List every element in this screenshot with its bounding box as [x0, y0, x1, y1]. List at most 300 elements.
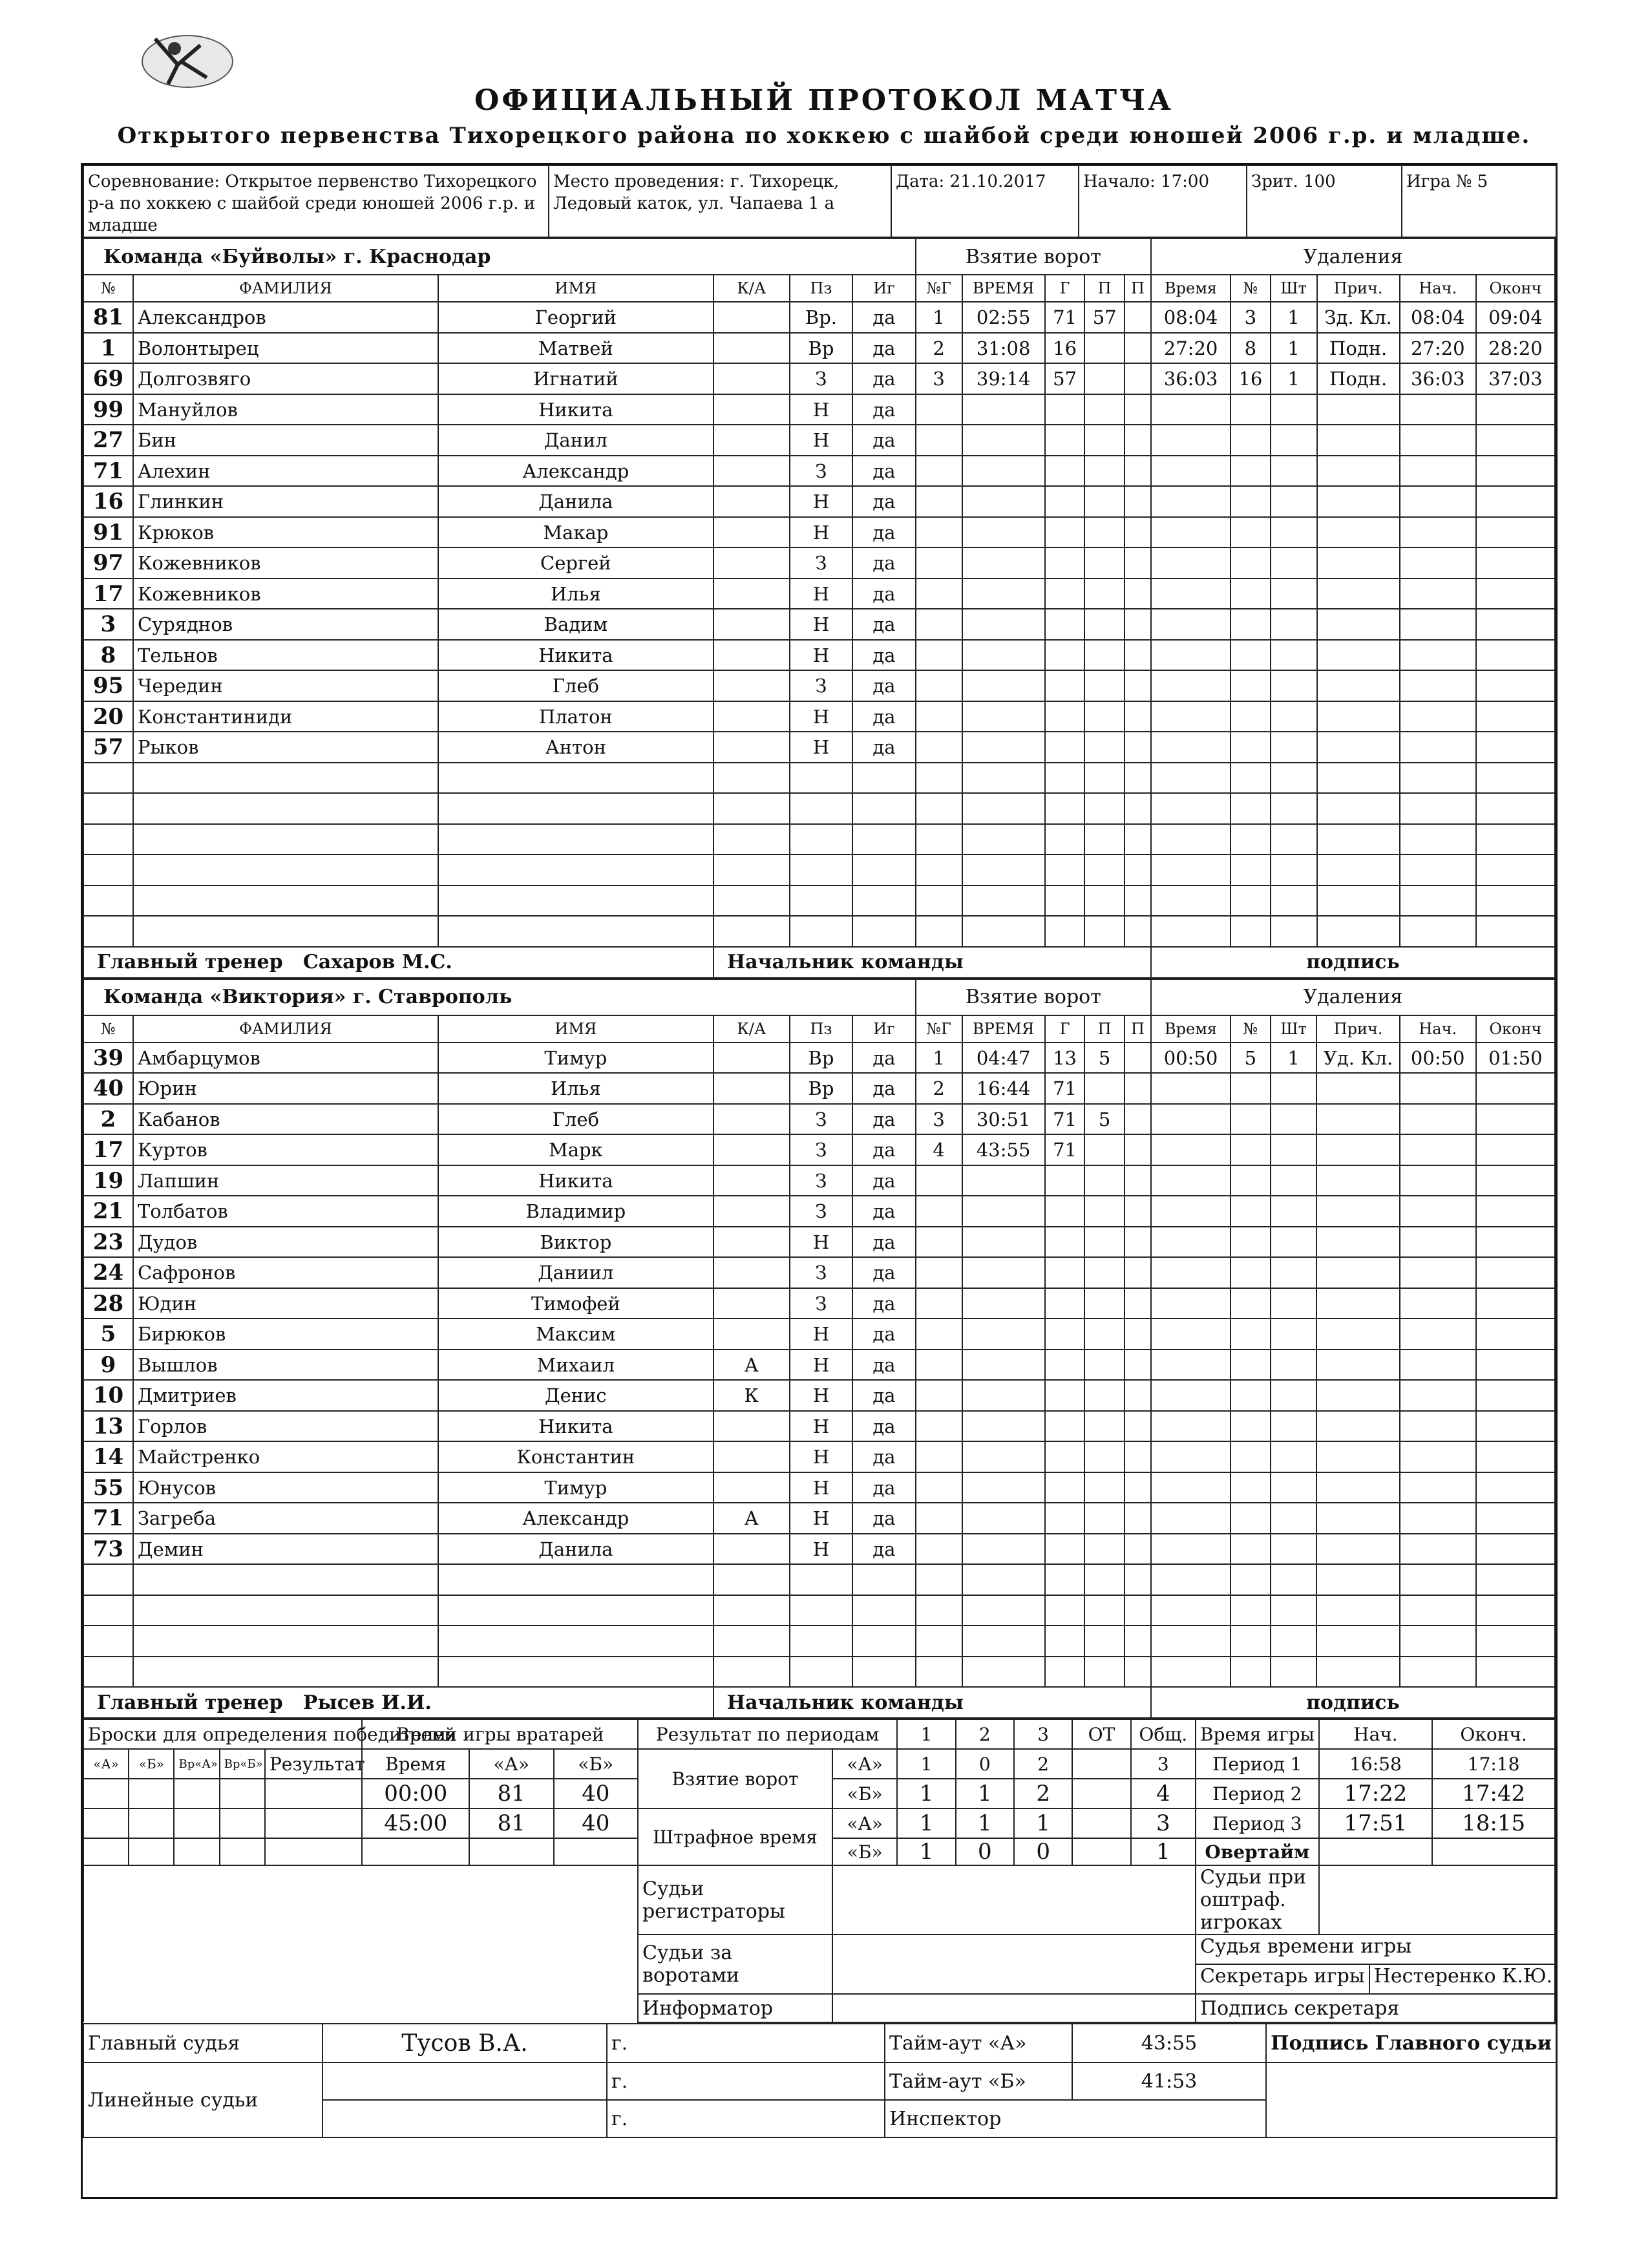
table-row — [83, 1441, 1555, 1472]
table-row — [83, 1626, 1555, 1657]
header-time: ВРЕМЯ — [962, 1015, 1045, 1043]
player-ka — [713, 456, 790, 487]
player-number: 10 — [83, 1380, 133, 1411]
player-name: Денис — [438, 1380, 713, 1411]
header-goal-no: №Г — [916, 1015, 962, 1043]
secretary-name: Нестеренко К.Ю. — [1373, 1965, 1553, 1988]
penalty-start: 27:20 — [1400, 333, 1476, 364]
player-position: Н — [790, 1319, 852, 1350]
player-number: 20 — [83, 701, 133, 732]
player-number: 2 — [83, 1104, 133, 1135]
gk-col-time: Время — [362, 1749, 469, 1779]
player-number: 3 — [83, 609, 133, 640]
goal-assist-2 — [1125, 363, 1151, 394]
penalty-minutes: 1 — [1271, 363, 1317, 394]
player-ka — [713, 1073, 790, 1104]
player-ka — [713, 302, 790, 333]
goal-time: 04:47 — [962, 1043, 1045, 1074]
player-number: 28 — [83, 1288, 133, 1319]
header-time: ВРЕМЯ — [962, 275, 1045, 302]
linesman-1-city: г. — [607, 2062, 885, 2100]
player-surname: Юнусов — [133, 1472, 438, 1503]
table-row — [83, 670, 1555, 701]
linesmen-label: Линейные судьи — [83, 2062, 322, 2137]
player-ka — [713, 486, 790, 517]
header-end: Оконч — [1476, 275, 1555, 302]
player-played: да — [852, 1503, 916, 1534]
penalty-start: 08:04 — [1400, 302, 1476, 333]
table-row — [83, 1165, 1555, 1196]
goals-b-ot — [1072, 1779, 1130, 1808]
penalty-end: 01:50 — [1476, 1043, 1555, 1074]
player-ka: А — [713, 1350, 790, 1381]
player-number: 69 — [83, 363, 133, 394]
pen-a-ot — [1072, 1808, 1130, 1838]
overtime-end — [1432, 1838, 1555, 1865]
period-3-header: 3 — [1014, 1719, 1072, 1749]
player-position: Н — [790, 1380, 852, 1411]
player-surname: Амбарцумов — [133, 1043, 438, 1074]
player-position: Н — [790, 609, 852, 640]
player-surname: Волонтырец — [133, 333, 438, 364]
goal-scorer: 71 — [1045, 302, 1085, 333]
period-2-header: 2 — [956, 1719, 1014, 1749]
overtime-header: ОТ — [1072, 1719, 1130, 1749]
player-played: да — [852, 1534, 916, 1565]
penalty-time: 36:03 — [1151, 363, 1231, 394]
table-row — [83, 1073, 1555, 1104]
penalty-end: 28:20 — [1476, 333, 1555, 364]
player-position: З — [790, 456, 852, 487]
table-row — [83, 640, 1555, 671]
player-played: да — [852, 1319, 916, 1350]
player-position: Н — [790, 1227, 852, 1258]
period-1-end: 17:18 — [1432, 1749, 1555, 1779]
player-name: Глеб — [438, 1104, 713, 1135]
player-name: Данила — [438, 1534, 713, 1565]
player-ka — [713, 1288, 790, 1319]
head-coach-name: Рысев И.И. — [302, 1691, 432, 1714]
table-row — [83, 578, 1555, 609]
player-ka — [713, 732, 790, 763]
player-played: да — [852, 394, 916, 425]
timeout-b-label: Тайм-аут «Б» — [885, 2062, 1072, 2100]
penalty-player: 3 — [1231, 302, 1271, 333]
date: Дата: 21.10.2017 — [891, 165, 1079, 237]
table-row — [83, 793, 1555, 824]
player-surname: Мануйлов — [133, 394, 438, 425]
goals-b-p1: 1 — [897, 1779, 955, 1808]
head-coach-label: Главный тренер — [97, 951, 283, 974]
player-position: Н — [790, 578, 852, 609]
goals-a-p3: 2 — [1014, 1749, 1072, 1779]
player-name: Илья — [438, 1073, 713, 1104]
player-surname: Горлов — [133, 1411, 438, 1442]
header-start: Нач. — [1400, 1015, 1476, 1043]
player-number: 1 — [83, 333, 133, 364]
team-chief-label: Начальник команды — [713, 947, 1151, 978]
player-played: да — [852, 1073, 916, 1104]
player-name: Константин — [438, 1441, 713, 1472]
header-surname: ФАМИЛИЯ — [133, 275, 438, 302]
player-surname: Бин — [133, 425, 438, 456]
goals-b-total: 4 — [1131, 1779, 1196, 1808]
gk-row-1-time: 00:00 — [362, 1779, 469, 1808]
player-ka — [713, 547, 790, 578]
gk-row-2-b: 40 — [554, 1808, 638, 1838]
goal-number: 1 — [916, 302, 962, 333]
goals-team-b: «Б» — [832, 1779, 897, 1808]
table-row — [83, 456, 1555, 487]
player-name: Глеб — [438, 670, 713, 701]
header-p1: П — [1084, 1015, 1125, 1043]
goals-label: Взятие ворот — [638, 1749, 832, 1808]
player-ka — [713, 1411, 790, 1442]
secretary-label: Секретарь игры — [1196, 1965, 1370, 1993]
player-played: да — [852, 302, 916, 333]
player-number: 81 — [83, 302, 133, 333]
pen-a-p2: 1 — [956, 1808, 1014, 1838]
table-row — [83, 1257, 1555, 1288]
chief-judge-name: Тусов В.А. — [322, 2024, 607, 2062]
penalty-minutes: 1 — [1271, 333, 1317, 364]
player-ka — [713, 578, 790, 609]
table-row — [83, 1350, 1555, 1381]
protocol-sheet — [81, 163, 1558, 2199]
player-number: 23 — [83, 1227, 133, 1258]
header-pos: Пз — [790, 1015, 852, 1043]
table-row — [83, 763, 1555, 794]
player-position: Вр. — [790, 302, 852, 333]
penalties-header: Удаления — [1151, 979, 1555, 1015]
table-row — [83, 1104, 1555, 1135]
player-ka — [713, 1227, 790, 1258]
table-row — [83, 854, 1555, 885]
player-number: 24 — [83, 1257, 133, 1288]
goal-number: 2 — [916, 333, 962, 364]
header-g: Г — [1045, 275, 1085, 302]
goal-assist-1 — [1084, 1134, 1125, 1165]
penalty-reason: Подн. — [1317, 363, 1400, 394]
table-row — [83, 1534, 1555, 1565]
player-number: 99 — [83, 394, 133, 425]
player-surname: Лапшин — [133, 1165, 438, 1196]
shootout-col-b: «Б» — [129, 1749, 174, 1779]
player-played: да — [852, 486, 916, 517]
header-pen-no: № — [1231, 275, 1271, 302]
info-table — [83, 165, 1557, 238]
goal-number: 4 — [916, 1134, 962, 1165]
linesman-2-city: г. — [607, 2100, 885, 2137]
player-number: 17 — [83, 578, 133, 609]
player-number: 57 — [83, 732, 133, 763]
player-ka — [713, 609, 790, 640]
pen-a-p3: 1 — [1014, 1808, 1072, 1838]
header-reason: Прич. — [1316, 1015, 1399, 1043]
period-2-label: Период 2 — [1196, 1779, 1319, 1808]
player-name: Никита — [438, 640, 713, 671]
goal-assist-2 — [1125, 1104, 1151, 1135]
player-position: З — [790, 1165, 852, 1196]
goal-time: 43:55 — [962, 1134, 1045, 1165]
penalty-end: 37:03 — [1476, 363, 1555, 394]
header-pen-time: Время — [1151, 275, 1231, 302]
player-ka — [713, 1196, 790, 1227]
start-time: Начало: 17:00 — [1079, 165, 1247, 237]
header-reason: Прич. — [1317, 275, 1400, 302]
goal-assist-1: 57 — [1084, 302, 1125, 333]
goal-number: 3 — [916, 1104, 962, 1135]
gk-row-2-time: 45:00 — [362, 1808, 469, 1838]
chief-judge-signature-label: Подпись Главного судьи — [1266, 2024, 1556, 2062]
player-surname: Кожевников — [133, 578, 438, 609]
player-name: Тимур — [438, 1043, 713, 1074]
header-played: Иг — [852, 275, 916, 302]
player-surname: Бирюков — [133, 1319, 438, 1350]
player-number: 97 — [83, 547, 133, 578]
player-played: да — [852, 1350, 916, 1381]
player-position: Н — [790, 1350, 852, 1381]
playtime-end-header: Оконч. — [1432, 1719, 1555, 1749]
table-row — [83, 916, 1555, 947]
goal-assist-1: 5 — [1084, 1043, 1125, 1074]
summary-table — [83, 1719, 1556, 2023]
total-header: Общ. — [1131, 1719, 1196, 1749]
team-title: Команда «Буйволы» г. Краснодар — [83, 238, 916, 275]
chief-judge-city: г. — [607, 2024, 885, 2062]
header-no: № — [83, 275, 133, 302]
player-played: да — [852, 333, 916, 364]
penalty-start: 36:03 — [1400, 363, 1476, 394]
table-row — [83, 1472, 1555, 1503]
player-number: 14 — [83, 1441, 133, 1472]
goal-assist-2 — [1125, 1134, 1151, 1165]
document-title: ОФИЦИАЛЬНЫЙ ПРОТОКОЛ МАТЧА — [474, 84, 1174, 117]
timekeeper-label: Судья времени игры — [1196, 1935, 1554, 1965]
goal-number: 2 — [916, 1073, 962, 1104]
goal-number: 1 — [916, 1043, 962, 1074]
player-surname: Толбатов — [133, 1196, 438, 1227]
player-ka — [713, 363, 790, 394]
pen-team-b: «Б» — [832, 1838, 897, 1865]
player-ka — [713, 394, 790, 425]
pen-b-p2: 0 — [956, 1838, 1014, 1865]
playtime-title: Время игры — [1196, 1719, 1319, 1749]
player-surname: Юдин — [133, 1288, 438, 1319]
goal-assist-2 — [1125, 333, 1151, 364]
player-number: 73 — [83, 1534, 133, 1565]
player-name: Михаил — [438, 1350, 713, 1381]
player-number: 16 — [83, 486, 133, 517]
player-position: З — [790, 670, 852, 701]
player-ka — [713, 640, 790, 671]
goal-scorer: 57 — [1045, 363, 1085, 394]
player-surname: Дудов — [133, 1227, 438, 1258]
penalty-start: 00:50 — [1400, 1043, 1476, 1074]
player-ka — [713, 1441, 790, 1472]
table-row — [83, 885, 1555, 917]
player-surname: Рыков — [133, 732, 438, 763]
player-played: да — [852, 1472, 916, 1503]
player-played: да — [852, 1257, 916, 1288]
table-row — [83, 425, 1555, 456]
player-position: Н — [790, 701, 852, 732]
player-name: Матвей — [438, 333, 713, 364]
player-ka: А — [713, 1503, 790, 1534]
goals-header: Взятие ворот — [916, 238, 1151, 275]
signature-label: подпись — [1151, 947, 1555, 978]
goals-a-ot — [1072, 1749, 1130, 1779]
goal-assist-1 — [1084, 333, 1125, 364]
header-p1: П — [1084, 275, 1125, 302]
timeout-a-value: 43:55 — [1072, 2024, 1266, 2062]
inspector-label: Инспектор — [885, 2100, 1266, 2137]
period-2-end: 17:42 — [1432, 1779, 1555, 1808]
period-1-label: Период 1 — [1196, 1749, 1319, 1779]
table-row — [83, 824, 1555, 855]
player-name: Вадим — [438, 609, 713, 640]
pen-team-a: «А» — [832, 1808, 897, 1838]
period-2-start: 17:22 — [1319, 1779, 1433, 1808]
player-number: 71 — [83, 1503, 133, 1534]
pen-a-p1: 1 — [897, 1808, 955, 1838]
pen-b-total: 1 — [1131, 1838, 1196, 1865]
player-position: Н — [790, 732, 852, 763]
player-surname: Глинкин — [133, 486, 438, 517]
player-played: да — [852, 456, 916, 487]
player-position: Н — [790, 1503, 852, 1534]
player-ka — [713, 1319, 790, 1350]
header-name: ИМЯ — [438, 1015, 713, 1043]
player-surname: Юрин — [133, 1073, 438, 1104]
document-subtitle: Открытого первенства Тихорецкого района по хоккею с шайбой среди юношей 2006 г.р. и младше. — [117, 123, 1531, 149]
header-pen-time: Время — [1151, 1015, 1231, 1043]
pen-b-p3: 0 — [1014, 1838, 1072, 1865]
goal-number: 3 — [916, 363, 962, 394]
player-played: да — [852, 425, 916, 456]
informer-label: Информатор — [638, 1994, 832, 2022]
header-p2: П — [1125, 1015, 1151, 1043]
goal-time: 30:51 — [962, 1104, 1045, 1135]
player-surname: Майстренко — [133, 1441, 438, 1472]
penalty-box-judges-label: Судьи при оштраф. игроках — [1196, 1865, 1319, 1934]
player-number: 40 — [83, 1073, 133, 1104]
playtime-start-header: Нач. — [1319, 1719, 1433, 1749]
player-name: Александр — [438, 456, 713, 487]
player-position: З — [790, 1196, 852, 1227]
shootout-title: Броски для определения победителей — [83, 1719, 362, 1749]
chief-judge-label: Главный судья — [83, 2024, 322, 2062]
player-name: Георгий — [438, 302, 713, 333]
goal-assist-2 — [1125, 1043, 1151, 1074]
player-position: З — [790, 1288, 852, 1319]
player-name: Никита — [438, 1411, 713, 1442]
player-surname: Чередин — [133, 670, 438, 701]
goal-scorer: 16 — [1045, 333, 1085, 364]
player-name: Тимур — [438, 1472, 713, 1503]
player-number: 39 — [83, 1043, 133, 1074]
table-row — [83, 609, 1555, 640]
player-position: З — [790, 1134, 852, 1165]
competition: Соревнование: Открытое первенство Тихорецкого р-а по хоккею с шайбой среди юношей 2006 г.р. и младше — [83, 165, 549, 237]
goal-assist-1 — [1084, 1073, 1125, 1104]
player-ka — [713, 1534, 790, 1565]
header-p2: П — [1125, 275, 1151, 302]
table-row — [83, 1595, 1555, 1626]
player-played: да — [852, 1043, 916, 1074]
table-row — [83, 363, 1555, 394]
player-played: да — [852, 640, 916, 671]
player-played: да — [852, 547, 916, 578]
penalty-reason: Подн. — [1317, 333, 1400, 364]
penalty-player: 5 — [1231, 1043, 1271, 1074]
player-ka: К — [713, 1380, 790, 1411]
table-row — [83, 1043, 1555, 1074]
period-3-end: 18:15 — [1432, 1808, 1555, 1838]
penalty-time: 00:50 — [1151, 1043, 1231, 1074]
player-name: Илья — [438, 578, 713, 609]
header-end: Оконч — [1476, 1015, 1555, 1043]
judges-registrars-label: Судьи регистраторы — [638, 1865, 832, 1934]
table-row — [83, 1134, 1555, 1165]
player-position: Н — [790, 394, 852, 425]
player-ka — [713, 1165, 790, 1196]
table-row — [83, 1227, 1555, 1258]
player-surname: Тельнов — [133, 640, 438, 671]
table-row — [83, 394, 1555, 425]
player-played: да — [852, 1227, 916, 1258]
overtime-start — [1319, 1838, 1433, 1865]
team-title: Команда «Виктория» г. Ставрополь — [83, 979, 916, 1015]
venue: Место проведения: г. Тихорецк, Ледовый каток, ул. Чапаева 1 а — [549, 165, 891, 237]
player-surname: Алехин — [133, 456, 438, 487]
secretary-signature-label: Подпись секретаря — [1196, 1994, 1555, 2022]
penalties-header: Удаления — [1151, 238, 1555, 275]
player-played: да — [852, 1441, 916, 1472]
head-coach-name: Сахаров М.С. — [302, 951, 452, 974]
player-number: 13 — [83, 1411, 133, 1442]
goal-time: 16:44 — [962, 1073, 1045, 1104]
header-no: № — [83, 1015, 133, 1043]
player-played: да — [852, 609, 916, 640]
goal-scorer: 71 — [1045, 1104, 1085, 1135]
player-position: Вр — [790, 1043, 852, 1074]
player-name: Марк — [438, 1134, 713, 1165]
header-ka: К/А — [713, 275, 790, 302]
player-name: Даниил — [438, 1257, 713, 1288]
team-a-section — [83, 238, 1556, 979]
player-ka — [713, 517, 790, 548]
gk-row-1-b: 40 — [554, 1779, 638, 1808]
table-row — [83, 1288, 1555, 1319]
player-played: да — [852, 701, 916, 732]
penalty-reason: Зд. Кл. — [1317, 302, 1400, 333]
player-surname: Дмитриев — [133, 1380, 438, 1411]
player-number: 91 — [83, 517, 133, 548]
player-number: 5 — [83, 1319, 133, 1350]
pen-b-p1: 1 — [897, 1838, 955, 1865]
goal-time: 31:08 — [962, 333, 1045, 364]
header-fine: Шт — [1271, 1015, 1317, 1043]
player-name: Антон — [438, 732, 713, 763]
player-name: Макар — [438, 517, 713, 548]
periods-title: Результат по периодам — [638, 1719, 897, 1749]
header-fine: Шт — [1271, 275, 1317, 302]
player-played: да — [852, 1104, 916, 1135]
gk-col-a: «А» — [469, 1749, 553, 1779]
player-position: Н — [790, 1534, 852, 1565]
signature-label: подпись — [1151, 1687, 1555, 1718]
